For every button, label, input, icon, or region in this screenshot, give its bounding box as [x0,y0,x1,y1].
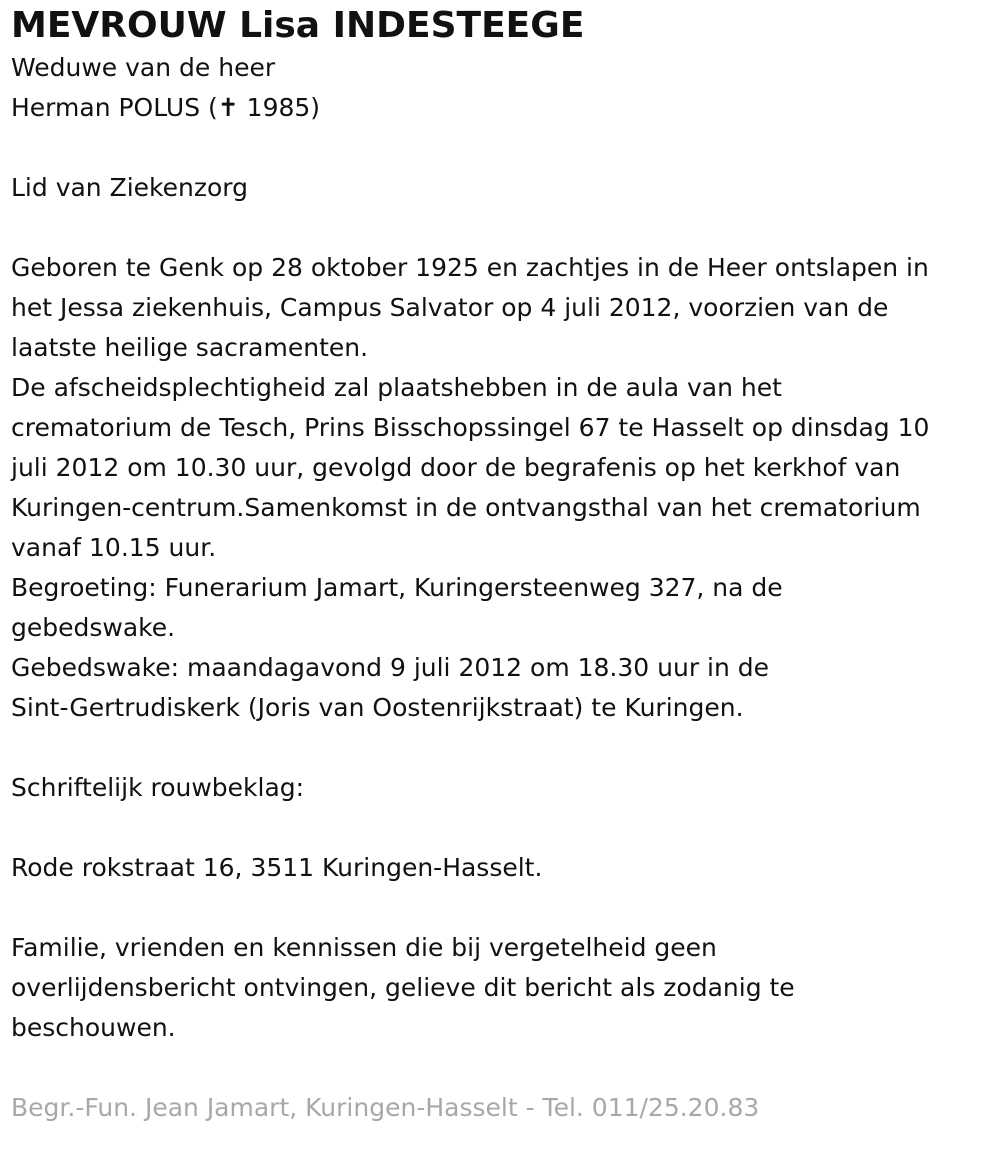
family-notice [11,928,991,1048]
notice-body [11,248,991,728]
condolence-address: Rode rokstraat 16, 3511 Kuringen-Hasselt. [11,853,543,882]
deceased-name-title: MEVROUW Lisa INDESTEEGE [11,5,585,46]
condolence-label: Schriftelijk rouwbeklag: [11,773,305,802]
body-line: gebedswake. [11,613,176,642]
widow-line-1: Weduwe van de heer [11,53,276,82]
body-line: De afscheidsplechtigheid zal plaatshebben in de aula van het [11,373,782,402]
family-line: beschouwen. [11,1013,176,1042]
body-line: Gebedswake: maandagavond 9 juli 2012 om 18.30 uur in de [11,653,770,682]
body-line: vanaf 10.15 uur. [11,533,217,562]
body-line: Kuringen-centrum.Samenkomst in de ontvangsthal van het crematorium [11,493,921,522]
body-line: crematorium de Tesch, Prins Bisschopssingel 67 te Hasselt op dinsdag 10 [11,413,930,442]
spacer [11,208,991,248]
body-line: Sint-Gertrudiskerk (Joris van Oostenrijkstraat) te Kuringen. [11,693,744,722]
body-line: Begroeting: Funerarium Jamart, Kuringersteenweg 327, na de [11,573,783,602]
spacer [11,1048,991,1088]
spacer [11,888,991,928]
spacer [11,808,991,848]
family-line: overlijdensbericht ontvingen, gelieve dit bericht als zodanig te [11,973,795,1002]
widow-line-2: Herman POLUS (✝ 1985) [11,93,321,122]
funeral-home-footer: Begr.-Fun. Jean Jamart, Kuringen-Hasselt - Tel. 011/25.20.83 [11,1093,760,1122]
spacer [11,128,991,168]
spacer [11,728,991,768]
body-line: juli 2012 om 10.30 uur, gevolgd door de begrafenis op het kerkhof van [11,453,901,482]
body-line: het Jessa ziekenhuis, Campus Salvator op 4 juli 2012, voorzien van de [11,293,889,322]
membership-line: Lid van Ziekenzorg [11,173,248,202]
body-line: laatste heilige sacramenten. [11,333,369,362]
obituary-notice [11,0,991,1128]
family-line: Familie, vrienden en kennissen die bij vergetelheid geen [11,933,717,962]
body-line: Geboren te Genk op 28 oktober 1925 en zachtjes in de Heer ontslapen in [11,253,929,282]
